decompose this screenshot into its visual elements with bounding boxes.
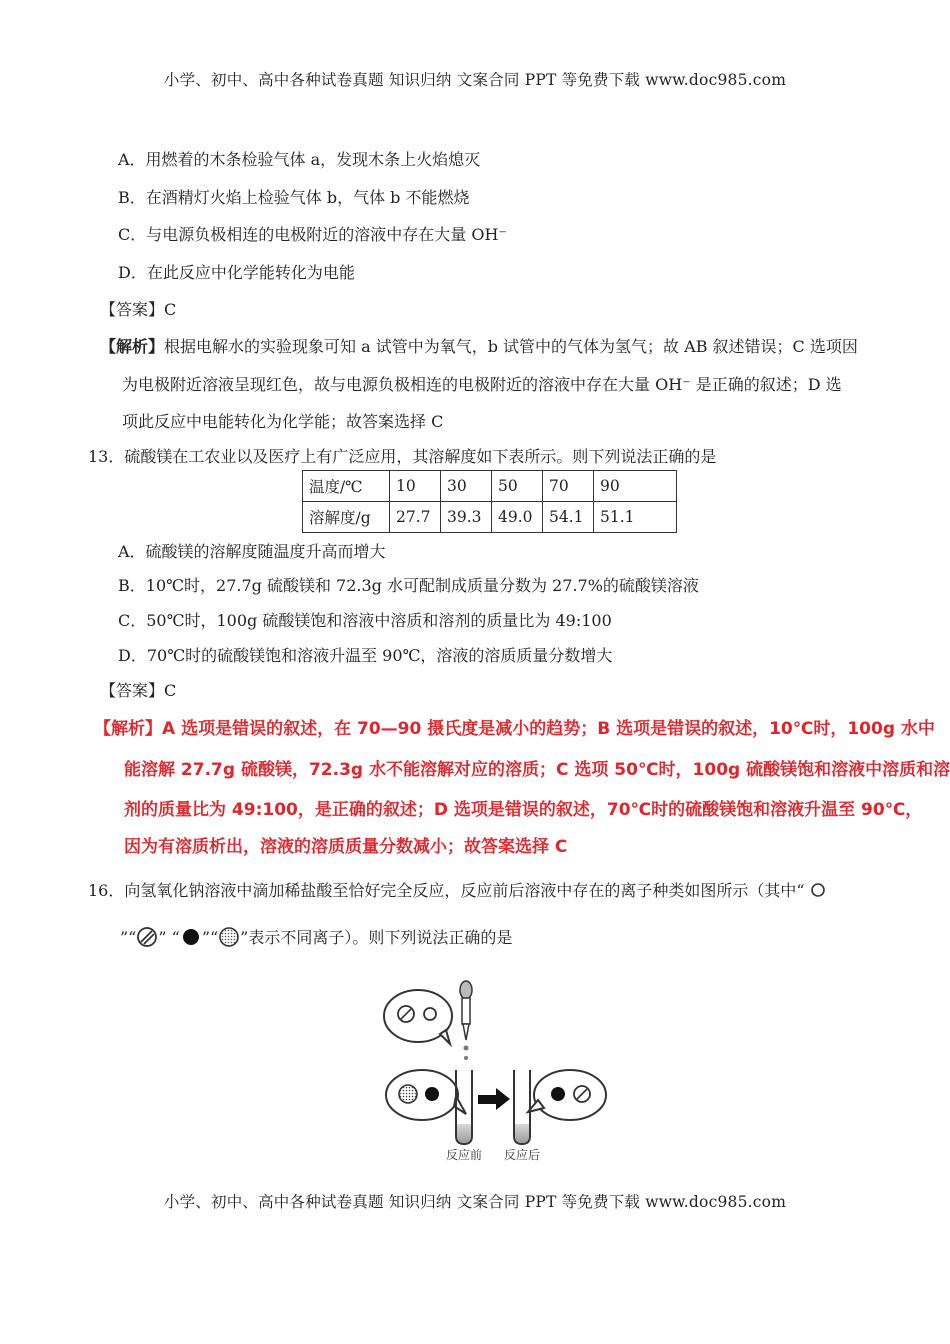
q12-answer: 【答案】C xyxy=(100,300,177,319)
q16-text: ”“ xyxy=(120,928,137,947)
table-cell: 51.1 xyxy=(594,502,677,533)
q13-answer: 【答案】C xyxy=(100,681,177,700)
q13-option-d: D．70℃时的硫酸镁饱和溶液升温至 90℃，溶液的溶质质量分数增大 xyxy=(118,646,613,665)
q16-text: ”表示不同离子）。则下列说法正确的是 xyxy=(240,928,513,947)
solubility-table xyxy=(302,470,677,533)
dropper xyxy=(460,981,472,1060)
table-cell: 39.3 xyxy=(441,502,492,533)
q16-stem-line2 xyxy=(120,925,512,948)
after-bubble xyxy=(528,1070,606,1120)
reaction-figure xyxy=(378,978,608,1163)
table-row xyxy=(303,471,677,502)
q13-analysis-line1: 【解析】A 选项是错误的叙述，在 70—90 摄氏度是减小的趋势；B 选项是错误的叙述，10℃时，100g 水中 xyxy=(94,719,935,739)
table-cell: 30 xyxy=(441,471,492,502)
q12-analysis-line2: 为电极附近溶液呈现红色，故与电源负极相连的电极附近的溶液中存在大量 OH⁻ 是正确的叙述；D 选 xyxy=(122,375,842,394)
q12-option-c: C．与电源负极相连的电极附近的溶液中存在大量 OH⁻ xyxy=(118,225,507,244)
analysis-text: 根据电解水的实验现象可知 a 试管中为氧气，b 试管中的气体为氢气；故 AB 叙述错误；C 选项因 xyxy=(164,337,858,356)
before-bubble xyxy=(386,1070,466,1120)
q16-text: ” “ xyxy=(158,928,180,947)
table-cell: 50 xyxy=(492,471,543,502)
table-cell: 10 xyxy=(390,471,441,502)
table-cell: 49.0 xyxy=(492,502,543,533)
q13-stem: 13．硫酸镁在工农业以及医疗上有广泛应用，其溶解度如下表所示。则下列说法正确的是 xyxy=(88,447,717,466)
q16-stem-line1 xyxy=(88,878,826,901)
q13-analysis-line2: 能溶解 27.7g 硫酸镁，72.3g 水不能溶解对应的溶质；C 选项 50℃时，100g 硫酸镁饱和溶液中溶质和溶 xyxy=(124,760,950,780)
analysis-label: 【解析】 xyxy=(100,337,165,356)
table-cell: 溶解度/g xyxy=(303,502,390,533)
q12-option-a: A．用燃着的木条检验气体 a，发现木条上火焰熄灭 xyxy=(118,150,481,169)
q12-option-d: D．在此反应中化学能转化为电能 xyxy=(118,263,355,282)
page-header: 小学、初中、高中各种试卷真题 知识归纳 文案合同 PPT 等免费下载 www.doc985.com xyxy=(163,71,787,89)
acid-bubble xyxy=(384,990,452,1044)
q13-option-a: A．硫酸镁的溶解度随温度升高而增大 xyxy=(118,542,386,561)
table-row xyxy=(303,502,677,533)
table-cell: 90 xyxy=(594,471,677,502)
q13-option-b: B．10℃时，27.7g 硫酸镁和 72.3g 水可配制成质量分数为 27.7%的硫酸镁溶液 xyxy=(118,576,699,595)
hatched-circle-icon xyxy=(136,926,158,948)
after-label: 反应后 xyxy=(503,1148,541,1162)
q13-option-c: C．50℃时，100g 硫酸镁饱和溶液中溶质和溶剂的质量比为 49:100 xyxy=(118,611,612,630)
test-tube-after xyxy=(514,1070,530,1144)
page-footer: 小学、初中、高中各种试卷真题 知识归纳 文案合同 PPT 等免费下载 www.doc985.com xyxy=(163,1193,787,1211)
table-cell: 70 xyxy=(543,471,594,502)
table-cell: 54.1 xyxy=(543,502,594,533)
q13-analysis-line3: 剂的质量比为 49:100，是正确的叙述；D 选项是错误的叙述，70℃时的硫酸镁饱和溶液升温至 90℃， xyxy=(124,800,923,820)
q13-analysis-line4: 因为有溶质析出，溶液的溶质质量分数减小；故答案选择 C xyxy=(124,837,568,857)
table-cell: 27.7 xyxy=(390,502,441,533)
arrow-icon xyxy=(478,1088,510,1110)
q16-text: ”“ xyxy=(201,928,219,947)
q12-option-b: B．在酒精灯火焰上检验气体 b，气体 b 不能燃烧 xyxy=(118,188,470,207)
before-label: 反应前 xyxy=(445,1148,483,1162)
q16-text: 16．向氢氧化钠溶液中滴加稀盐酸至恰好完全反应，反应前后溶液中存在的离子种类如图所示（其中“ xyxy=(88,881,805,900)
q12-analysis-line1 xyxy=(100,334,858,357)
solid-dot-icon xyxy=(180,926,202,948)
q12-analysis-line3: 项此反应中电能转化为化学能；故答案选择 C xyxy=(122,412,444,431)
table-cell: 温度/℃ xyxy=(303,471,390,502)
dotted-circle-icon xyxy=(218,926,240,948)
hollow-circle-icon xyxy=(810,882,826,898)
